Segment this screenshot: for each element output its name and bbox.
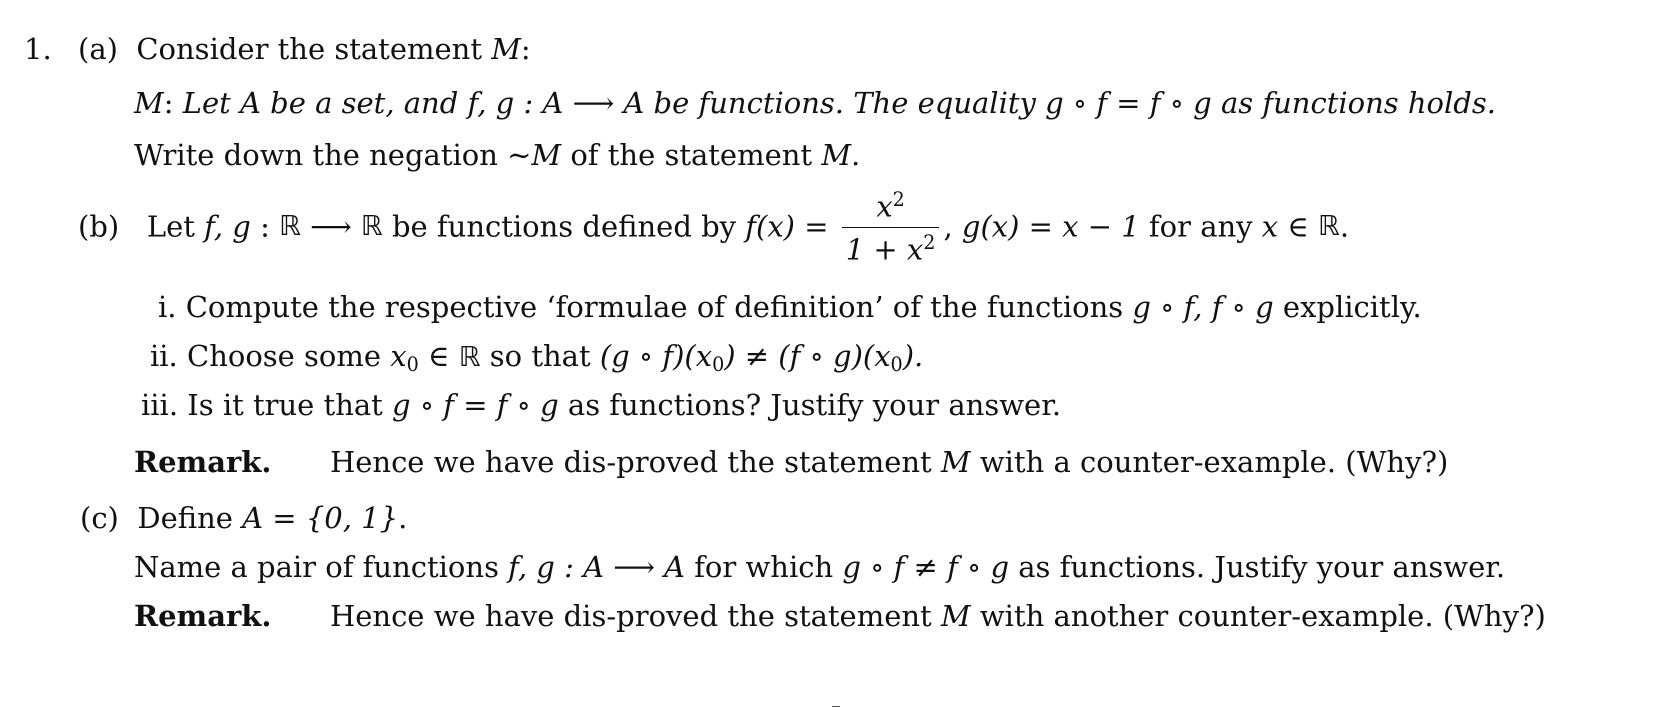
list-item-i bbox=[158, 290, 1422, 324]
statement-label: M bbox=[134, 86, 164, 120]
item-iii-text-2: as functions? Justify your answer. bbox=[567, 388, 1062, 422]
item-i-label: i. bbox=[158, 290, 177, 324]
part-c-label: (c) bbox=[80, 501, 119, 535]
part-a-task-text-1: Write down the negation bbox=[134, 138, 498, 172]
part-c-definition bbox=[80, 501, 408, 535]
list-item-iii bbox=[141, 388, 1062, 422]
remark-b-text-1: Hence we have dis-proved the statement bbox=[329, 445, 932, 479]
part-b-fg: f, g bbox=[204, 209, 251, 244]
negation-expr: ∼M bbox=[507, 138, 562, 172]
part-a-label: (a) bbox=[78, 32, 118, 66]
part-b-definition bbox=[78, 188, 1350, 267]
remark-c-text-1: Hence we have dis-proved the statement bbox=[329, 599, 932, 633]
x-in: x ∈ bbox=[1261, 209, 1309, 244]
part-c-fg: f, g : A ⟶ A bbox=[508, 550, 685, 584]
item-ii-text-1: Choose some bbox=[187, 339, 382, 373]
reals-symbol-1: ℝ bbox=[279, 210, 301, 243]
remark-c-text-2: with another counter-example. (Why?) bbox=[979, 599, 1546, 633]
item-ii-reals: ℝ bbox=[458, 341, 481, 373]
item-i-text-1: Compute the respective ‘formulae of definition’ of the functions bbox=[185, 290, 1124, 324]
remark-c-var: M bbox=[940, 599, 971, 633]
remark-b-label: Remark. bbox=[134, 445, 272, 479]
g-of-x: g(x) = x − 1 bbox=[961, 209, 1140, 244]
part-c-task-3: as functions. Justify your answer. bbox=[1018, 550, 1506, 584]
map-arrow: ⟶ bbox=[310, 209, 352, 244]
part-b-end: . bbox=[1339, 209, 1350, 244]
item-i-expr: g ∘ f, f ∘ g bbox=[1132, 290, 1274, 324]
statement-text-2: be a set, and bbox=[270, 86, 459, 120]
part-b-text-3: for any bbox=[1148, 209, 1253, 244]
part-b-text-2: be functions defined by bbox=[391, 209, 737, 244]
part-a-task-text-2: of the statement bbox=[570, 138, 813, 172]
page-footer-mark bbox=[832, 706, 840, 707]
item-iii-text-1: Is it true that bbox=[187, 388, 383, 422]
item-ii-x0: $x_0$ bbox=[390, 339, 419, 376]
f-of-x: f(x) = bbox=[745, 209, 829, 244]
remark-b bbox=[134, 445, 1449, 479]
part-c-expr: g ∘ f ≠ f ∘ g bbox=[842, 550, 1010, 584]
part-a-task-end: . bbox=[851, 138, 861, 172]
part-a-intro: Consider the statement bbox=[136, 32, 482, 66]
remark-c-label: Remark. bbox=[134, 599, 272, 633]
part-b-text-1: Let bbox=[146, 209, 195, 244]
item-ii-text-2: so that bbox=[489, 339, 591, 373]
item-ii-expr: (g ∘ $f)(x_0) \ne (f$ ∘ $g)(x_0)$. bbox=[599, 339, 924, 376]
item-ii-label: ii. bbox=[150, 339, 178, 373]
part-a-intro-line bbox=[78, 32, 531, 66]
part-a-intro-colon: : bbox=[520, 32, 531, 66]
item-iii-expr: g ∘ f = f ∘ g bbox=[392, 388, 559, 422]
problem-number: 1. bbox=[24, 32, 52, 66]
statement-set-a: A bbox=[240, 86, 261, 120]
part-a-task bbox=[134, 138, 861, 172]
statement-m bbox=[134, 86, 1496, 120]
list-item-ii bbox=[150, 339, 924, 376]
part-c-task bbox=[134, 550, 1506, 584]
fraction-denominator: $1 + x^2$ bbox=[845, 230, 936, 267]
statement-text-3: be functions. The equality bbox=[653, 86, 1036, 120]
statement-equality: g ∘ f = f ∘ g bbox=[1045, 86, 1212, 120]
statement-map: : A ⟶ A bbox=[523, 86, 645, 120]
item-iii-label: iii. bbox=[141, 388, 179, 422]
part-c-set-expr: A = {0, 1} bbox=[242, 501, 399, 535]
part-a-intro-var: M bbox=[491, 32, 521, 66]
remark-b-text-2: with a counter-example. (Why?) bbox=[979, 445, 1449, 479]
statement-text-4: as functions holds. bbox=[1220, 86, 1496, 120]
remark-b-var: M bbox=[940, 445, 971, 479]
fraction-f bbox=[842, 188, 940, 267]
part-c-text-1: Define bbox=[137, 501, 233, 535]
part-c-task-2: for which bbox=[694, 550, 834, 584]
statement-fg: f, g bbox=[467, 86, 515, 120]
part-a-task-var: M bbox=[821, 138, 852, 172]
part-b-map-colon: : bbox=[260, 209, 270, 244]
statement-colon: : bbox=[163, 86, 174, 120]
reals-symbol-2: ℝ bbox=[360, 210, 383, 243]
part-c-task-1: Name a pair of functions bbox=[134, 550, 499, 584]
fraction-numerator: $x^2$ bbox=[842, 190, 940, 228]
item-i-text-2: explicitly. bbox=[1282, 290, 1422, 324]
statement-text-1: Let bbox=[182, 86, 231, 120]
reals-symbol-3: ℝ bbox=[1318, 210, 1340, 243]
part-c-end: . bbox=[398, 501, 408, 535]
item-ii-in: ∈ bbox=[428, 339, 450, 373]
remark-c bbox=[134, 599, 1546, 633]
part-b-comma: , bbox=[943, 209, 953, 244]
part-b-label: (b) bbox=[78, 209, 120, 244]
